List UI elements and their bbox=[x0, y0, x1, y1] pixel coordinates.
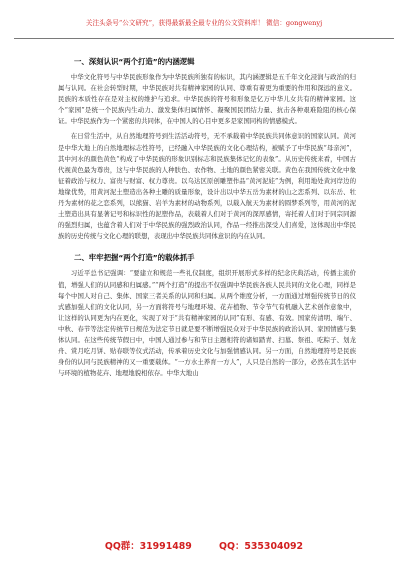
section-1-paragraph-2: 在日常生活中，从自然地理符号到生活活动符号，无不承载着中华民族共同体意识的国家认同。黄河是中华大地上的自然地理标志性符号，已经融入中华民族的文化心理结构，被赋予了中华民族“母亲河”，其中河水的颜色黄色“构成了中华民族的形象识别标志和民族集体记忆的表象”。从历史传统来看，中国古代视黄色最为尊贵，这与中华民族的人种肤色、农作物、土地的颜色紧密关联。黄色在我国传统文化中象征着政治与权力、富贵与财富、权力尊贵。以乌达区原创雕塑作品“黄河泥娃”为例，利用地处黄河岸边的地缘优势，用黄河泥土塑造出各种土雕的质量形象，设计出以中华五岳为素材的山之恋系列、以东岳、牡丹为素材的花之恋系列，以熊猫、岩羊为素材的动物系列，以载入航天为素材的圆梦系列等，用黄河的泥土塑造出具有显著记号和标识性的泥塑作品，表载着人们对于黄河的深厚感情，寄托着人们对于同宗同源的强烈归属，也蕴含着人们对于中华民族的强烈政治认同，作品一经推出深受人们喜爱，这体现出中华民族的历史传统与文化心理的联想，表现出中华民族共同体意识的内在认同。 bbox=[58, 132, 356, 241]
section-heading-2: 二、牢牢把握“两个打造”的载体抓手 bbox=[74, 253, 195, 263]
section-2-paragraph-1: 习近平总书记强调：“要建立和规范一些礼仪制度，组织开展形式多样的纪念庆典活动，传播主流价值，增强人们的认同感和归属感。”“两个打造”的提出不仅强调中华民族各族人民共同的文化心理，同样是每个中国人对自己、集体、国家三者关系的认同和归属。从两个维度分析，一方面通过增强传统节日的仪式感加强人们的文化认同，另一方面将符号与地理环境、花卉植物、节令节气有机融入艺术创作意象中，让这样的认同更为内在更化，实现了对于“共有精神家园的认同”有形、有感、有效。国家传清明、端午、中秋、春节等法定传统节日规范为法定节日就是要不断增强民众对于中华民族的政治认同、家国情感与集体认同。在这些传统节假日中，中国人通过参与和节日主题相符的诸如踏青、扫墓、祭祖、吃粽子、划龙舟、赏月吃月饼、贴春联等仪式活动，传承着历史文化与加强情感认同。另一方面，自然地理符号是民族身份的认同与民族精神的又一重要载体。“一方水土养育一方人”，人只是自然的一部分，必然在其生活中与环境的植物花卉、地理地貌相依存。中华大地山 bbox=[58, 269, 356, 378]
section-1-paragraph-1: 中华文化符号与中华民族形象作为中华民族所独有的标识，其内涵逻辑是五千年文化浸润与政治的归属与认同。在社会转型时期，中华民族对共有精神家园的认同、尊重有着更为重要的作用和深远的意义。民族的本质性存在是对主权的维护与追求。中华民族的符号和形象是亿万中华儿女共有的精神家园。这个“家园”是统一个民族内生动力、激发集体归属情怀、凝聚国民团结力量、抗击各种艰难险阻的核心保证。中华民族作为一个紧密的共同体，在中国人的心目中更多是家国同构的情感模式。 bbox=[58, 73, 356, 126]
page-footer bbox=[0, 538, 408, 552]
document-body bbox=[58, 56, 356, 528]
section-heading-1: 一、深刻认识“两个打造”的内涵逻辑 bbox=[74, 57, 195, 66]
footer-qq-number: QQ：535304092 bbox=[219, 541, 304, 552]
header-promo-text: 关注头条号“公文研究”，获得最新最全最专业的公文资料库！ 微信：gongwenyj bbox=[85, 19, 323, 27]
footer-qq-group: QQ群：31991489 bbox=[104, 541, 192, 552]
page-header bbox=[14, 18, 394, 39]
